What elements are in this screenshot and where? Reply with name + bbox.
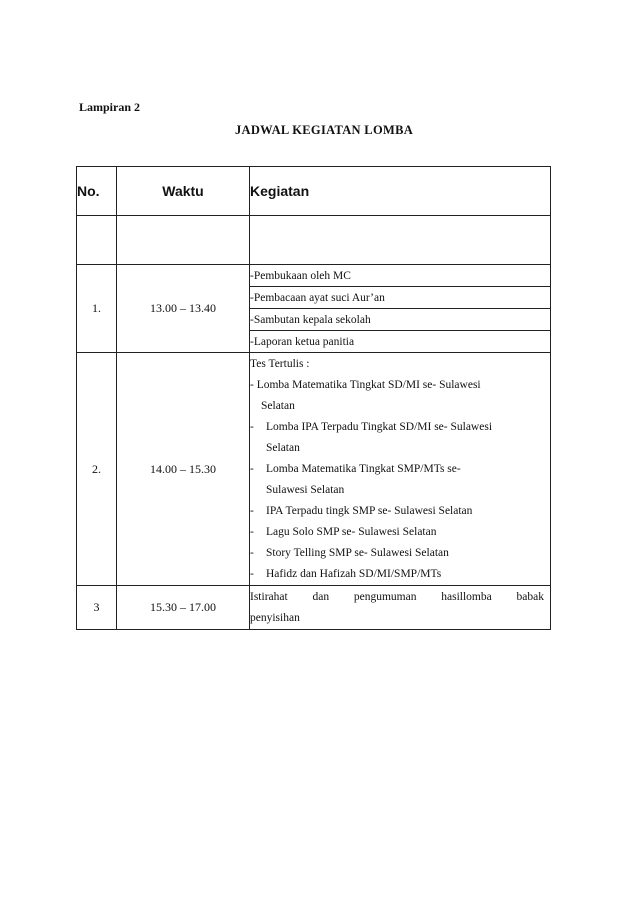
activity-item — [250, 501, 544, 522]
schedule-table — [76, 166, 551, 630]
row-number: 3 — [77, 586, 117, 630]
dash-mark: - — [250, 547, 254, 559]
col-header-activity: Kegiatan — [250, 167, 551, 216]
activity-item-cont: Selatan — [266, 442, 300, 454]
dash-mark: - — [250, 505, 254, 517]
activity-text: Story Telling SMP se- Sulawesi Selatan — [266, 547, 449, 559]
activity-text: Lomba IPA Terpadu Tingkat SD/MI se- Sulawesi — [266, 421, 493, 433]
activity-item-cont: penyisihan — [250, 612, 300, 624]
activity-word: pengumuman — [353, 591, 417, 603]
activity-item — [250, 587, 544, 608]
row-number: 1. — [77, 265, 117, 353]
table-row — [77, 265, 551, 287]
row-time: 13.00 – 13.40 — [117, 265, 250, 353]
attachment-label: Lampiran 2 — [79, 100, 141, 114]
activity-text: Hafidz dan Hafizah SD/MI/SMP/MTs — [266, 568, 442, 580]
dash-mark: - — [250, 463, 254, 475]
activity-item: -Pembukaan oleh MC — [250, 265, 551, 287]
activity-word: Istirahat — [250, 591, 288, 603]
activity-text: Lagu Solo SMP se- Sulawesi Selatan — [266, 526, 437, 538]
activity-item — [250, 564, 544, 585]
activity-text: IPA Terpadu tingk SMP se- Sulawesi Selatan — [266, 505, 473, 517]
activity-item: -Laporan ketua panitia — [250, 331, 551, 353]
dash-mark: - — [250, 421, 254, 433]
activity-word: dan — [312, 591, 330, 603]
activity-word: babak — [516, 591, 544, 603]
activity-item — [250, 522, 544, 543]
activity-item-cont: Selatan — [261, 400, 295, 412]
activity-item — [250, 459, 544, 480]
blank-cell — [117, 216, 250, 265]
activity-heading: Tes Tertulis : — [250, 358, 310, 370]
activity-item — [250, 417, 544, 438]
row-time: 14.00 – 15.30 — [117, 353, 250, 586]
blank-cell — [250, 216, 551, 265]
col-header-no: No. — [77, 167, 117, 216]
document-title: JADWAL KEGIATAN LOMBA — [234, 123, 414, 137]
activity-text: Lomba Matematika Tingkat SMP/MTs se- — [266, 463, 461, 475]
activity-item: -Sambutan kepala sekolah — [250, 309, 551, 331]
dash-mark: - — [250, 568, 254, 580]
activity-item-cont: Sulawesi Selatan — [266, 484, 345, 496]
row-number: 2. — [77, 353, 117, 586]
activity-list — [250, 353, 551, 586]
activity-item: -Pembacaan ayat suci Aur’an — [250, 287, 551, 309]
activity-item — [250, 543, 544, 564]
dash-mark: - — [250, 526, 254, 538]
activity-list — [250, 586, 551, 630]
col-header-time: Waktu — [117, 167, 250, 216]
table-row — [77, 353, 551, 586]
row-time: 15.30 – 17.00 — [117, 586, 250, 630]
blank-row — [77, 216, 551, 265]
table-row — [77, 586, 551, 630]
header-row — [77, 167, 551, 216]
activity-item: - Lomba Matematika Tingkat SD/MI se- Sulawesi — [250, 379, 481, 391]
blank-cell — [77, 216, 117, 265]
activity-word: hasillomba — [441, 591, 492, 603]
